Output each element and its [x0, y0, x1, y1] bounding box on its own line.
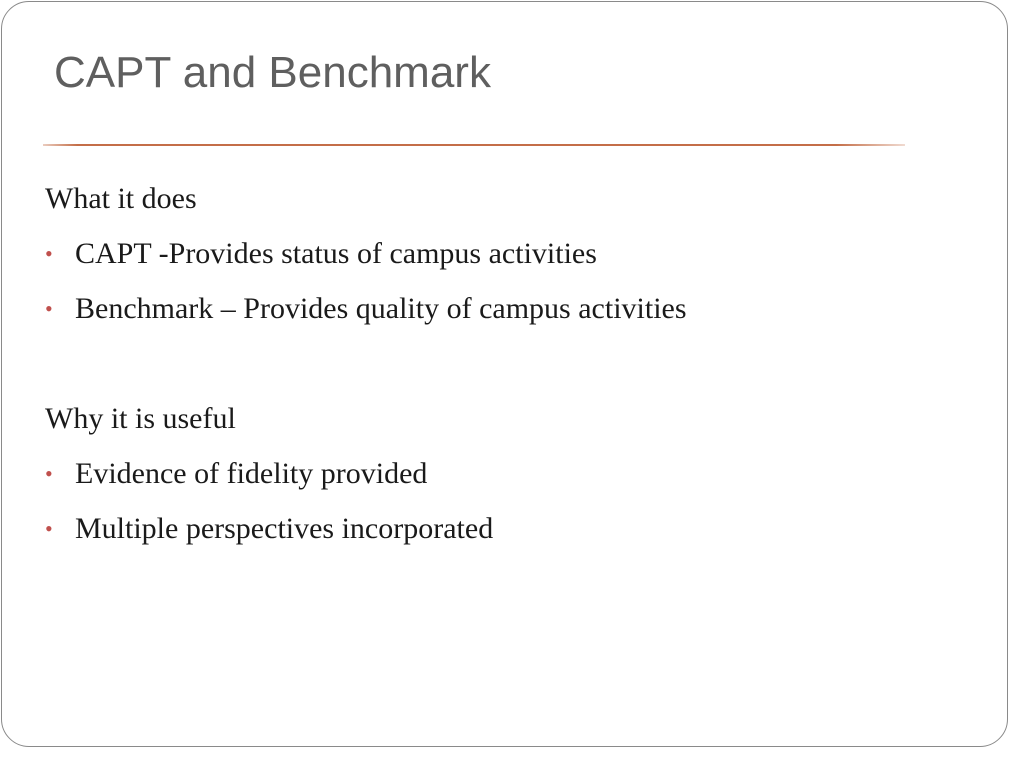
- bullet-icon: •: [45, 516, 53, 541]
- bullet-item: [45, 231, 945, 286]
- bullet-icon: •: [45, 241, 53, 266]
- title-divider: [43, 144, 905, 146]
- bullet-icon: •: [45, 296, 53, 321]
- bullet-text: Evidence of fidelity provided: [75, 457, 428, 490]
- slide-body: [45, 176, 945, 561]
- bullet-item: [45, 451, 945, 506]
- bullet-text: CAPT -Provides status of campus activities: [75, 237, 597, 270]
- section-heading-what-it-does: What it does: [45, 182, 197, 215]
- bullet-text: Multiple perspectives incorporated: [75, 512, 494, 545]
- bullet-item: [45, 506, 945, 561]
- bullet-item: [45, 286, 945, 341]
- section-spacer: [45, 341, 945, 396]
- bullet-text: Benchmark – Provides quality of campus activities: [75, 292, 687, 325]
- slide-title: CAPT and Benchmark: [54, 48, 491, 97]
- section-heading-why-it-is-useful: Why it is useful: [45, 402, 236, 435]
- bullet-icon: •: [45, 461, 53, 486]
